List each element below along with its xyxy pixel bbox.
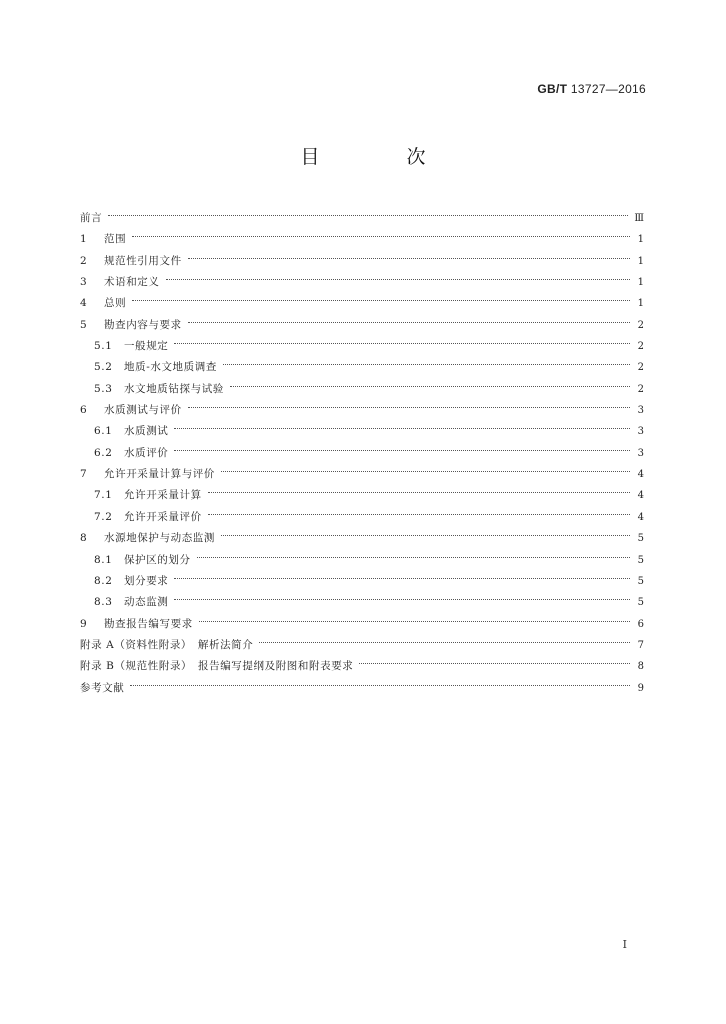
toc-entry-text: 前言 [80, 212, 103, 224]
toc-leader-dots [208, 477, 630, 498]
toc-entry-label [94, 443, 168, 464]
toc-entry-number: 7 [80, 468, 88, 481]
toc-entry-page: Ⅲ [634, 213, 644, 224]
toc-entry-number: 8.2 [94, 574, 113, 587]
toc-leader-dots [108, 200, 628, 221]
table-of-contents [80, 200, 644, 694]
toc-entry-label [80, 315, 182, 336]
toc-entry-page: 1 [637, 277, 644, 289]
toc-entry-page: 2 [637, 383, 644, 395]
toc-entry-text: 一般规定 [124, 340, 169, 353]
toc-entry-page: 9 [637, 682, 644, 694]
toc-leader-dots [230, 371, 630, 392]
toc-leader-dots [223, 349, 630, 370]
toc-entry-number: 6 [80, 404, 88, 417]
toc-leader-dots [174, 413, 630, 434]
toc-entry-text: 水源地保护与动态监测 [104, 532, 215, 545]
toc-entry-label [80, 293, 126, 314]
toc-entry-text: 附录 A（资料性附录） 解析法简介 [80, 638, 254, 651]
toc-entry-text: 勘查内容与要求 [104, 318, 182, 331]
standard-code [537, 82, 646, 96]
toc-entry-text: 参考文献 [80, 681, 125, 694]
toc-leader-dots [174, 584, 630, 605]
toc-entry-number: 2 [80, 254, 88, 267]
toc-entry-number: 8.1 [94, 553, 113, 566]
toc-entry-number: 5.3 [94, 382, 113, 395]
toc-entry-text: 允许开采量计算与评价 [104, 468, 215, 481]
toc-entry-page: 5 [637, 554, 644, 566]
toc-entry-page: 1 [637, 298, 644, 310]
toc-entry-number: 5.2 [94, 361, 113, 374]
toc-leader-dots [221, 456, 630, 477]
toc-entry[interactable] [80, 307, 644, 331]
toc-entry-label [94, 485, 202, 506]
toc-entry-number: 6.1 [94, 425, 113, 438]
toc-leader-dots [188, 243, 630, 264]
toc-entry-number: 8.3 [94, 596, 113, 609]
toc-leader-dots [174, 435, 630, 456]
page-number: I [622, 938, 627, 951]
toc-entry-number: 7.1 [94, 489, 113, 502]
toc-entry-text: 规范性引用文件 [104, 254, 182, 267]
toc-entry-text: 水质测试与评价 [104, 404, 182, 417]
toc-entry-number: 5.1 [94, 340, 113, 353]
toc-entry-page: 2 [637, 319, 644, 331]
toc-entry-label [80, 229, 126, 250]
toc-leader-dots [199, 606, 630, 627]
toc-entry-label [94, 507, 202, 528]
toc-entry-page: 4 [637, 490, 644, 502]
toc-leader-dots [188, 392, 630, 413]
toc-entry[interactable] [80, 670, 644, 694]
toc-entry-label [80, 400, 182, 421]
toc-leader-dots [208, 499, 630, 520]
toc-leader-dots [174, 563, 630, 584]
toc-entry[interactable] [80, 200, 644, 224]
toc-entry-text: 总则 [104, 297, 127, 310]
toc-entry-page: 4 [637, 511, 644, 523]
toc-entry-number: 3 [80, 276, 88, 289]
toc-leader-dots [174, 328, 630, 349]
toc-entry-label [80, 528, 215, 549]
toc-leader-dots [132, 285, 630, 306]
toc-entry-page: 3 [637, 405, 644, 417]
toc-entry-page: 6 [637, 618, 644, 630]
toc-title: 目 次 [300, 146, 460, 168]
standard-code-number: 13727—2016 [570, 82, 646, 96]
toc-leader-dots [221, 520, 630, 541]
toc-entry-number: 4 [80, 297, 88, 310]
toc-entry-text: 附录 B（规范性附录） 报告编写提纲及附图和附表要求 [80, 660, 354, 673]
toc-entry-label [80, 678, 124, 699]
toc-entry-page: 2 [637, 341, 644, 353]
standard-code-prefix: GB/T [537, 82, 568, 96]
toc-entry-text: 地质-水文地质调查 [124, 361, 217, 374]
toc-entry-number: 9 [80, 617, 88, 630]
toc-leader-dots [130, 670, 630, 691]
toc-entry-page: 1 [637, 255, 644, 267]
toc-entry-page: 8 [637, 661, 644, 673]
toc-entry-page: 7 [637, 639, 644, 651]
toc-entry-label [94, 336, 168, 357]
toc-entry-page: 3 [637, 447, 644, 459]
toc-entry-text: 划分要求 [124, 574, 169, 587]
toc-entry-label [94, 357, 217, 378]
toc-entry-page: 3 [637, 426, 644, 438]
toc-entry-text: 范围 [104, 233, 127, 246]
toc-entry-text: 术语和定义 [104, 276, 160, 289]
toc-entry-label [80, 635, 253, 656]
toc-entry-label [80, 464, 215, 485]
toc-entry-number: 7.2 [94, 510, 113, 523]
toc-leader-dots [197, 542, 630, 563]
toc-entry-text: 保护区的划分 [124, 553, 191, 566]
toc-entry-page: 2 [637, 362, 644, 374]
toc-leader-dots [132, 221, 630, 242]
toc-entry-page: 1 [637, 234, 644, 246]
toc-entry-number: 5 [80, 318, 88, 331]
toc-entry-label [94, 571, 168, 592]
toc-entry-label [94, 592, 168, 613]
toc-entry-label [80, 614, 193, 635]
toc-entry-text: 允许开采量计算 [124, 489, 202, 502]
toc-entry-page: 5 [637, 597, 644, 609]
toc-entry[interactable] [80, 243, 644, 267]
toc-entry-text: 动态监测 [124, 596, 169, 609]
toc-entry-text: 允许开采量评价 [124, 510, 202, 523]
toc-entry-text: 勘查报告编写要求 [104, 617, 193, 630]
toc-entry-label [80, 208, 102, 229]
toc-entry-number: 1 [80, 233, 88, 246]
toc-entry-number: 6.2 [94, 446, 113, 459]
toc-leader-dots [166, 264, 631, 285]
toc-entry-page: 4 [637, 469, 644, 481]
toc-entry[interactable] [80, 264, 644, 289]
toc-entry-text: 水质测试 [124, 425, 169, 438]
toc-entry-label [94, 421, 168, 442]
toc-leader-dots [188, 307, 630, 328]
toc-entry-page: 5 [637, 575, 644, 587]
toc-entry-text: 水质评价 [124, 446, 169, 459]
toc-entry-page: 5 [637, 533, 644, 545]
toc-entry[interactable] [80, 221, 644, 246]
toc-leader-dots [359, 648, 630, 669]
toc-entry[interactable] [80, 285, 644, 310]
toc-leader-dots [259, 627, 630, 648]
toc-entry-number: 8 [80, 532, 88, 545]
toc-entry-text: 水文地质钻探与试验 [124, 382, 224, 395]
